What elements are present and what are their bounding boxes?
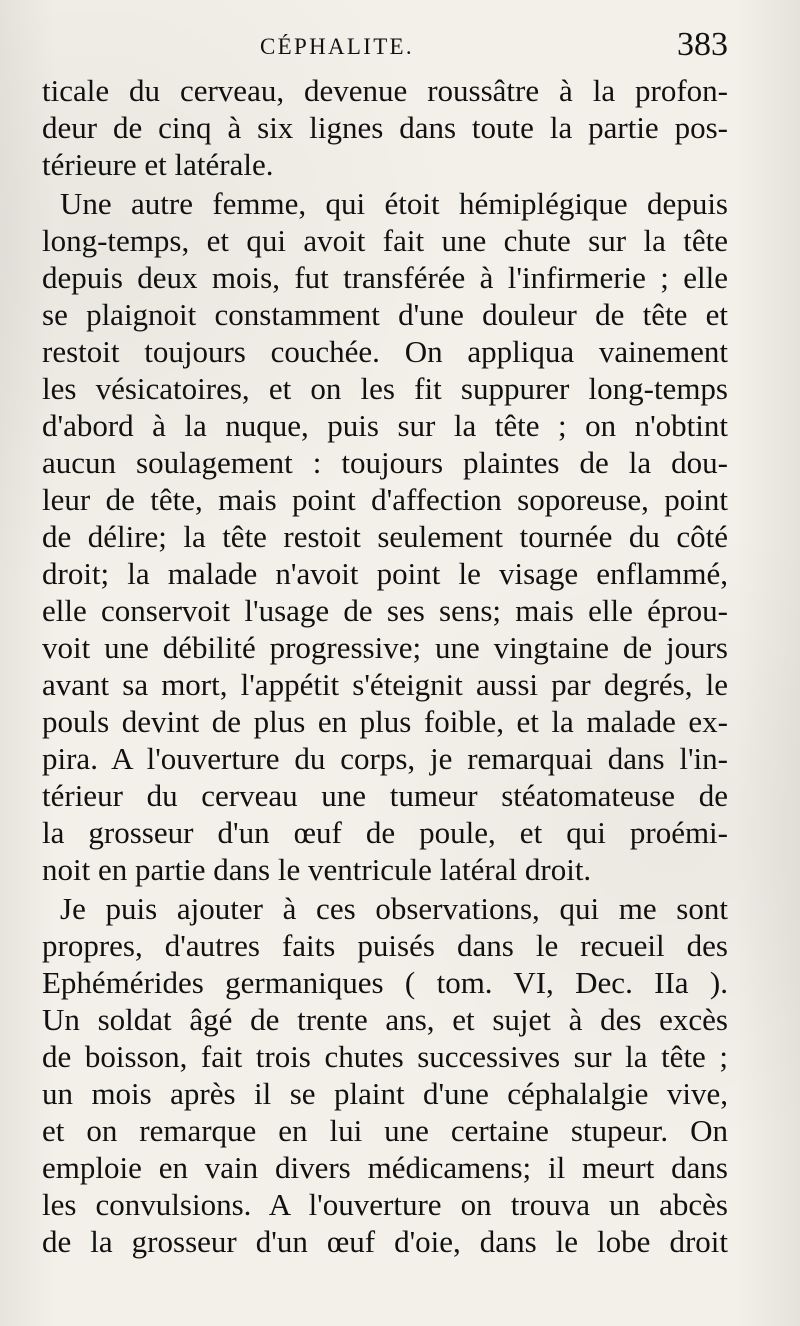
text-line: et on remarque en lui une certaine stupeur. On xyxy=(42,1113,728,1148)
text-line: droit; la malade n'avoit point le visage enflammé, xyxy=(42,556,728,591)
text-line: Une autre femme, qui étoit hémiplégique depuis xyxy=(60,186,728,221)
text-line: d'abord à la nuque, puis sur la tête ; on n'obtint xyxy=(42,408,728,443)
text-line: avant sa mort, l'appétit s'éteignit aussi par degrés, le xyxy=(42,667,728,702)
text-line: de la grosseur d'un œuf d'oie, dans le lobe droit xyxy=(42,1224,728,1259)
text-line: deur de cinq à six lignes dans toute la partie pos- xyxy=(42,110,728,145)
text-line: la grosseur d'un œuf de poule, et qui proémi- xyxy=(42,815,728,850)
text-line: restoit toujours couchée. On appliqua vainement xyxy=(42,334,728,369)
text-line: pouls devint de plus en plus foible, et la malade ex- xyxy=(42,704,728,739)
text-line: Un soldat âgé de trente ans, et sujet à des excès xyxy=(42,1002,728,1037)
text-line: de boisson, fait trois chutes successives sur la tête ; xyxy=(42,1039,728,1074)
text-line: long-temps, et qui avoit fait une chute sur la tête xyxy=(42,223,728,258)
text-line: leur de tête, mais point d'affection soporeuse, point xyxy=(42,482,728,517)
text-line: ticale du cerveau, devenue roussâtre à la profon- xyxy=(42,73,728,108)
text-line: elle conservoit l'usage de ses sens; mais elle éprou- xyxy=(42,593,728,628)
text-line: un mois après il se plaint d'une céphalalgie vive, xyxy=(42,1076,728,1111)
running-head: CÉPHALITE. xyxy=(260,34,414,59)
page-header xyxy=(42,28,728,72)
text-line: pira. A l'ouverture du corps, je remarquai dans l'in- xyxy=(42,741,728,776)
text-line: térieure et latérale. xyxy=(42,147,274,182)
text-line: les vésicatoires, et on les fit suppurer long-temps xyxy=(42,371,728,406)
text-line: emploie en vain divers médicamens; il meurt dans xyxy=(42,1150,728,1185)
page-number: 383 xyxy=(677,26,728,63)
page-text xyxy=(42,72,728,1260)
text-line: de délire; la tête restoit seulement tournée du côté xyxy=(42,519,728,554)
text-line: voit une débilité progressive; une vingtaine de jours xyxy=(42,630,728,665)
text-line: se plaignoit constamment d'une douleur de tête et xyxy=(42,297,728,332)
text-line: Je puis ajouter à ces observations, qui me sont xyxy=(60,891,728,926)
text-line: Ephémérides germaniques ( tom. VI, Dec. IIa ). xyxy=(42,965,728,1000)
text-line: les convulsions. A l'ouverture on trouva un abcès xyxy=(42,1187,728,1222)
text-line: aucun soulagement : toujours plaintes de la dou- xyxy=(42,445,728,480)
text-line: noit en partie dans le ventricule latéral droit. xyxy=(42,852,592,887)
text-line: depuis deux mois, fut transférée à l'infirmerie ; elle xyxy=(42,260,728,295)
text-line: propres, d'autres faits puisés dans le recueil des xyxy=(42,928,728,963)
text-line: térieur du cerveau une tumeur stéatomateuse de xyxy=(42,778,728,813)
